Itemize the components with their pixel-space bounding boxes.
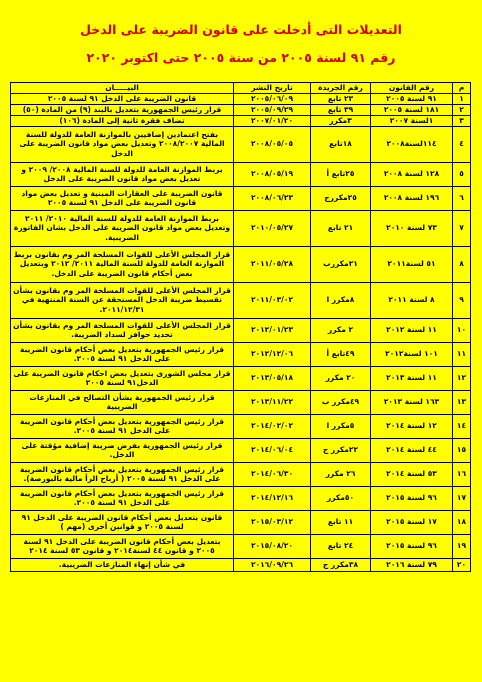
law-number-cell: ١٦٣ لسنة ٢٠١٣ bbox=[371, 390, 453, 414]
gazette-number-cell: ٣٩ تابع bbox=[311, 104, 371, 115]
gazette-number-cell: ٨مكرر ا bbox=[311, 282, 371, 318]
statement-cell: قرار المجلس الأعلى للقوات المسلحة المر وم بقانون بشأن تقسيط ضريبة الدخل المستحقة عن السنة المنتهية في ٢٠١١/١٢/٣١. bbox=[11, 282, 234, 318]
publish-date-cell: ٢٠١٥/٠٨/٢٠ bbox=[234, 534, 311, 558]
publish-date-cell: ٢٠١٣/١١/٢٢ bbox=[234, 390, 311, 414]
statement-cell: قانون الضريبة على العقارات المبنية و تعديل بعض مواد قانون الضريبة على الدخل ٩١ لسنة ٢٠٠٥ bbox=[11, 186, 234, 210]
table-row bbox=[11, 104, 471, 115]
table-row bbox=[11, 115, 471, 126]
statement-cell: قرار المجلس الأعلى للقوات المسلحة المر وم بقانون بشأن تحديد حوافز لسداد الضريبة. bbox=[11, 318, 234, 342]
statement-cell: قرار رئيس الجمهورية بفرض ضريبة إضافية مؤقتة على الدخل. bbox=[11, 438, 234, 462]
gazette-number-cell: ٢٤ تابع bbox=[311, 534, 371, 558]
table-row bbox=[11, 186, 471, 210]
statement-cell: تضاف فقرة ثانية إلى المادة (١٠٦) bbox=[11, 115, 234, 126]
publish-date-cell: ٢٠١٢/٠١/٢٣ bbox=[234, 318, 311, 342]
row-index: ٧ bbox=[453, 210, 471, 246]
publish-date-cell: ٢٠١١/٠٣/٠٢ bbox=[234, 282, 311, 318]
law-number-cell: ١١ لسنة ٢٠١٢ bbox=[371, 318, 453, 342]
publish-date-cell: ٢٠١٣/٠٥/١٨ bbox=[234, 366, 311, 390]
gazette-number-cell: ٢١ تابع bbox=[311, 210, 371, 246]
gazette-number-cell: ٥٠مكرر bbox=[311, 486, 371, 510]
statement-cell: قرار رئيس الجمهورية بتعديل بالبند (٩) من المادة (٥٠) bbox=[11, 104, 234, 115]
gazette-number-cell: ٢ مكرر bbox=[311, 318, 371, 342]
table-row bbox=[11, 162, 471, 186]
statement-cell: بربط الموازنة العامة للدولة للسنة المالية ٢٠٠٨/ ٢٠٠٩ و تعديل بعض مواد قانون الضريبة على الدخل bbox=[11, 162, 234, 186]
statement-cell: قانون بتعديل بعض أحكام قانون الضريبة على الدخل ٩١ لسنة ٢٠٠٥ و قوانين أخرى (مهم ) bbox=[11, 510, 234, 534]
table-row bbox=[11, 438, 471, 462]
law-number-cell: ٩٦ لسنة ٢٠١٥ bbox=[371, 534, 453, 558]
law-number-cell: ١٨١ لسنة ٢٠٠٥ bbox=[371, 104, 453, 115]
publish-date-cell: ٢٠٠٧/٠١/٢٠ bbox=[234, 115, 311, 126]
law-number-cell: ٥٣ لسنة ٢٠١٤ bbox=[371, 462, 453, 486]
gazette-number-cell: ٤٩تابع أ bbox=[311, 342, 371, 366]
statement-cell: بفتح اعتمادين إضافيين بالموازنة العامة للدولة للسنة المالية ٢٠٠٨/٢٠٠٧ وتعديل بعض مواد قانون الضريبة على الدخل bbox=[11, 126, 234, 162]
statement-cell: بربط الموازنة العامة للدولة للسنة المالية ٢٠١٠/ ٢٠١١ وتعديل بعض مواد قانون الضريبة على الدخل بشان الفاتورة الضريبية. bbox=[11, 210, 234, 246]
statement-cell: قرار رئيس الجمهورية بتعديل بعض أحكام قانون الضريبة على الدخل ٩١ لسنة ٢٠٠٥. bbox=[11, 342, 234, 366]
row-index: ١٥ bbox=[453, 438, 471, 462]
publish-date-cell: ٢٠١٤/١٢/١٦ bbox=[234, 486, 311, 510]
statement-cell: في شأن إنهاء المنازعات الضريبية. bbox=[11, 558, 234, 571]
table-row bbox=[11, 342, 471, 366]
table-row bbox=[11, 510, 471, 534]
statement-cell: قانون الضريبة على الدخل ٩١ لسنة ٢٠٠٥ bbox=[11, 93, 234, 104]
gazette-number-cell: ٢٥مكررج bbox=[311, 186, 371, 210]
gazette-number-cell: ٢٣ تابع bbox=[311, 93, 371, 104]
amendments-table bbox=[10, 82, 471, 572]
header-law-number: رقم القانون bbox=[371, 83, 453, 94]
row-index: ١٠ bbox=[453, 318, 471, 342]
header-gazette-number: رقم الجريدة bbox=[311, 83, 371, 94]
statement-cell: قرار المجلس الأعلى للقوات المسلحة المر وم بقانون بربط الموازنة العامة للدولة للسنة المالية ٢٠١١/ ٢٠١٢ وبتعديل بعض أحكام قانون الضريبة على الدخل. bbox=[11, 246, 234, 282]
row-index: ٤ bbox=[453, 126, 471, 162]
law-number-cell: ٩٦ لسنة ٢٠١٥ bbox=[371, 486, 453, 510]
gazette-number-cell: ٢٥تابع أ bbox=[311, 162, 371, 186]
table-row bbox=[11, 390, 471, 414]
header-publish-date: تاريخ النشر bbox=[234, 83, 311, 94]
row-index: ٩ bbox=[453, 282, 471, 318]
header-statement: البيـــــان bbox=[11, 83, 234, 94]
table-row bbox=[11, 126, 471, 162]
row-index: ١٢ bbox=[453, 366, 471, 390]
gazette-number-cell: ٢٦ مكرر bbox=[311, 462, 371, 486]
publish-date-cell: ٢٠٠٨/٠٥/٠٥ bbox=[234, 126, 311, 162]
gazette-number-cell: ١١ تابع bbox=[311, 510, 371, 534]
gazette-number-cell: ٣مكرر bbox=[311, 115, 371, 126]
publish-date-cell: ٢٠١٦/٠٩/٢٦ bbox=[234, 558, 311, 571]
law-number-cell: ١٢ لسنة ٢٠١٤ bbox=[371, 414, 453, 438]
table-row bbox=[11, 462, 471, 486]
publish-date-cell: ٢٠١٤/٠٦/٣٠ bbox=[234, 462, 311, 486]
publish-date-cell: ٢٠١٠/٠٥/٢٧ bbox=[234, 210, 311, 246]
law-number-cell: ١١٤لسنة٢٠٠٨ bbox=[371, 126, 453, 162]
publish-date-cell: ٢٠٠٨/٠٥/١٩ bbox=[234, 162, 311, 186]
row-index: ١ bbox=[453, 93, 471, 104]
table-row bbox=[11, 246, 471, 282]
gazette-number-cell: ٥مكرر ا bbox=[311, 414, 371, 438]
statement-cell: بتعديل بعض أحكام قانون الضريبة على الدخل ٩١ لسنة ٢٠٠٥ و قانون ٤٤ لسنة٢٠١٤ و قانون ٥٣ لسنة ٢٠١٤ bbox=[11, 534, 234, 558]
law-number-cell: ٩١ لسنة ٢٠٠٥ bbox=[371, 93, 453, 104]
law-number-cell: ٥١ لسنة٢٠١١ bbox=[371, 246, 453, 282]
gazette-number-cell: ١٨تابع bbox=[311, 126, 371, 162]
gazette-number-cell: ٢٠ مكرر bbox=[311, 366, 371, 390]
statement-cell: قرار رئيس الجمهورية بشأن التصالح في المنازعات الضريبية bbox=[11, 390, 234, 414]
publish-date-cell: ٢٠٠٨/٠٦/٢٣ bbox=[234, 186, 311, 210]
table-row bbox=[11, 282, 471, 318]
row-index: ١٣ bbox=[453, 390, 471, 414]
gazette-number-cell: ٤٩مكرر ب bbox=[311, 390, 371, 414]
table-row bbox=[11, 558, 471, 571]
table-row bbox=[11, 210, 471, 246]
publish-date-cell: ٢٠١٢/١٢/٠٦ bbox=[234, 342, 311, 366]
header-index: م bbox=[453, 83, 471, 94]
statement-cell: قرار مجلس الشورى بتعديل بعض احكام قانون الضريبة على الدخل٩١ لسنة ٢٠٠٥ bbox=[11, 366, 234, 390]
publish-date-cell: ٢٠١١/٠٥/٢٨ bbox=[234, 246, 311, 282]
law-number-cell: ٧٩ لسنة ٢٠١٦ bbox=[371, 558, 453, 571]
table-row bbox=[11, 366, 471, 390]
table-row bbox=[11, 414, 471, 438]
row-index: ١٧ bbox=[453, 486, 471, 510]
law-number-cell: ٤٤ لسنة ٢٠١٤ bbox=[371, 438, 453, 462]
law-number-cell: ١لسنة ٢٠٠٧ bbox=[371, 115, 453, 126]
table-row bbox=[11, 318, 471, 342]
table-row bbox=[11, 486, 471, 510]
law-number-cell: ١١ لسنة ٢٠١٣ bbox=[371, 366, 453, 390]
row-index: ١٩ bbox=[453, 534, 471, 558]
table-body bbox=[11, 93, 471, 571]
row-index: ٢ bbox=[453, 104, 471, 115]
row-index: ١٤ bbox=[453, 414, 471, 438]
row-index: ٣ bbox=[453, 115, 471, 126]
row-index: ٨ bbox=[453, 246, 471, 282]
row-index: ٥ bbox=[453, 162, 471, 186]
table-row bbox=[11, 93, 471, 104]
statement-cell: قرار رئيس الجمهورية بتعديل بعض أحكام قانون الضريبة على الدخل ٩١ لسنة ٢٠٠٥. bbox=[11, 414, 234, 438]
law-number-cell: ١٠١ لسنة٢٠١٢ bbox=[371, 342, 453, 366]
table-header-row bbox=[11, 83, 471, 94]
table-row bbox=[11, 534, 471, 558]
row-index: ١١ bbox=[453, 342, 471, 366]
publish-date-cell: ٢٠١٥/٠٣/١٢ bbox=[234, 510, 311, 534]
publish-date-cell: ٢٠١٤/٠٦/٠٤ bbox=[234, 438, 311, 462]
law-number-cell: ١٧ لسنة ٢٠١٥ bbox=[371, 510, 453, 534]
law-number-cell: ١٩٦ لسنة ٢٠٠٨ bbox=[371, 186, 453, 210]
publish-date-cell: ٢٠٠٥/٠٦/٠٩ bbox=[234, 93, 311, 104]
document-subtitle: رقم ٩١ لسنة ٢٠٠٥ من سنة ٢٠٠٥ حتى اكتوبر ٢٠٢٠ bbox=[86, 50, 396, 65]
law-number-cell: ٧٣ لسنة ٢٠١٠ bbox=[371, 210, 453, 246]
row-index: ١٦ bbox=[453, 462, 471, 486]
law-number-cell: ١٢٨ لسنة ٢٠٠٨ bbox=[371, 162, 453, 186]
law-number-cell: ٨ لسنة ٢٠١١ bbox=[371, 282, 453, 318]
gazette-number-cell: ٢١مكررب bbox=[311, 246, 371, 282]
publish-date-cell: ٢٠٠٥/٠٩/٢٩ bbox=[234, 104, 311, 115]
row-index: ٦ bbox=[453, 186, 471, 210]
row-index: ٢٠ bbox=[453, 558, 471, 571]
row-index: ١٨ bbox=[453, 510, 471, 534]
document-title: التعديلات التى أدخلت على قانون الضريبة على الدخل bbox=[80, 22, 402, 37]
statement-cell: قرار رئيس الجمهورية بتعديل بعض أحكام قانون الضريبة على الدخل ٩١ لسنة ٢٠٠٥. bbox=[11, 486, 234, 510]
publish-date-cell: ٢٠١٤/٠٢/٠٢ bbox=[234, 414, 311, 438]
gazette-number-cell: ٣٨مكرر ج bbox=[311, 558, 371, 571]
gazette-number-cell: ٢٢مكرر ج bbox=[311, 438, 371, 462]
statement-cell: قرار رئيس الجمهورية بتعديل بعض أحكام قانون الضريبة على الدخل ٩١ لسنة ٢٠٠٥ ( أرباح الرأ مالية بالبورصة). bbox=[11, 462, 234, 486]
